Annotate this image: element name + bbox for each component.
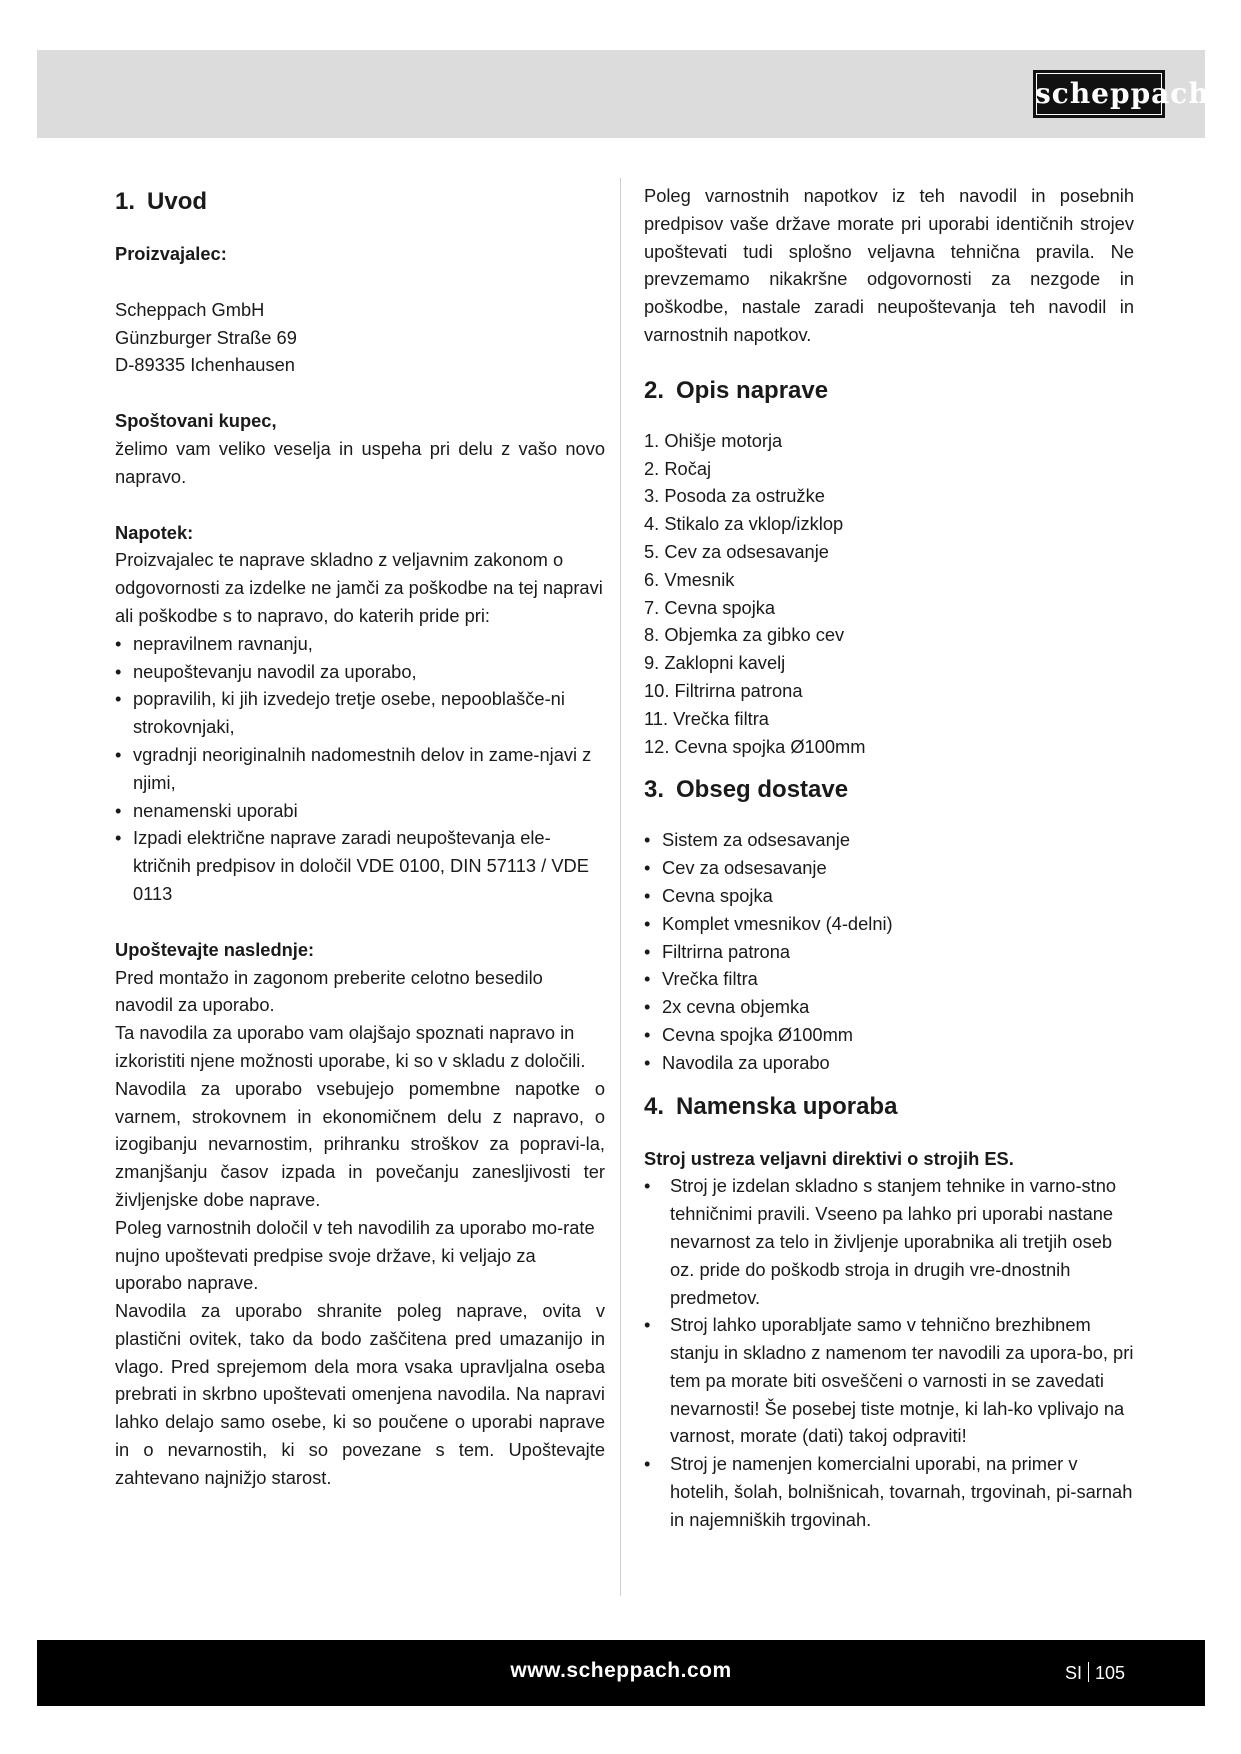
observe-paragraph: Pred montažo in zagonom preberite celotno besedilo navodil za uporabo. [115, 966, 543, 1016]
language-code: SI [1064, 1663, 1082, 1683]
list-item: 7. Cevna spojka [644, 596, 776, 618]
list-item: • Cevna spojka Ø100mm [644, 1021, 1134, 1049]
manufacturer-label: Proizvajalec: [115, 243, 227, 264]
list-item: 3. Posoda za ostružke [644, 485, 825, 507]
list-item: • Stroj je namenjen komercialni uporabi, na primer v hotelih, šolah, bolnišnicah, tovarnah, trgovinah, pi-sarnah in najemniških trgovinah. [644, 1450, 1134, 1533]
page-number-value: 105 [1094, 1663, 1125, 1683]
list-item: 10. Filtrirna patrona [644, 679, 803, 701]
list-item: 12. Cevna spojka Ø100mm [644, 735, 866, 757]
list-item: • popravilih, ki jih izvedejo tretje osebe, nepooblašče-ni strokovnjaki, [115, 685, 605, 741]
column-divider [620, 178, 621, 1596]
list-item: 1. Ohišje motorja [644, 429, 783, 451]
note-text: Proizvajalec te naprave skladno z veljavnim zakonom o odgovornosti za izdelke ne jamči za poškodbe na tej napravi ali poškodbe s to napravo, do katerih pride pri: [115, 549, 603, 626]
list-item: • Navodila za uporabo [644, 1049, 1134, 1077]
right-column [644, 182, 1134, 1534]
note-label: Napotek: [115, 521, 194, 543]
list-item: 2. Ročaj [644, 457, 712, 479]
list-item: • Vrečka filtra [644, 965, 1134, 993]
list-item: • 2x cevna objemka [644, 993, 1134, 1021]
list-item: 4. Stikalo za vklop/izklop [644, 513, 844, 535]
list-item: 11. Vrečka filtra [644, 707, 769, 729]
list-item: • Stroj je izdelan skladno s stanjem tehnike in varno-stno tehničnimi pravili. Vseeno pa lahko pri uporabi nastane nevarnost za telo in življenje uporabnika ali tretjih oseb oz. pride do poškodb stroja in drugih vre-dnostnih predmetov. [644, 1172, 1134, 1311]
delivery-list [644, 826, 1134, 1076]
list-item: • nenamenski uporabi [115, 797, 605, 825]
address-line-3: D-89335 Ichenhausen [115, 354, 295, 376]
footer-website-link[interactable]: www.scheppach.com [510, 1659, 732, 1682]
list-item: • Cevna spojka [644, 882, 1134, 910]
footer-band [37, 1640, 1205, 1706]
section-heading-delivery: 3. Obseg dostave [644, 776, 849, 804]
list-item: • Sistem za odsesavanje [644, 826, 1134, 854]
parts-list [644, 427, 1134, 761]
list-item: 6. Vmesnik [644, 568, 735, 590]
page-number [1065, 1640, 1125, 1706]
scheppach-logo: scheppach [1033, 70, 1165, 118]
list-item: • Stroj lahko uporabljate samo v tehnično brezhibnem stanju in skladno z namenom ter navodili za upora-bo, pri tem pa morate biti osveščeni o varnosti in se zavedati nevarnosti! Še posebej tiste motnje, ki lah-ko vplivajo na varnost, morate (dati) takoj odpraviti! [644, 1311, 1134, 1450]
note-list [115, 630, 605, 908]
section-heading-intro: 1. Uvod [115, 188, 208, 215]
list-item: • Cev za odsesavanje [644, 854, 1134, 882]
address-line-1: Scheppach GmbH [115, 298, 265, 320]
observe-paragraph: Ta navodila za uporabo vam olajšajo spoznati napravo in izkoristiti njene možnosti uporabe, ki so v skladu z določili. [115, 1022, 586, 1071]
list-item: • Izpadi električne naprave zaradi neupoštevanja ele-ktričnih predpisov in določil VDE 0100, DIN 57113 / VDE 0113 [115, 824, 605, 907]
list-item: • Filtrirna patrona [644, 938, 1134, 966]
list-item: • Komplet vmesnikov (4-delni) [644, 910, 1134, 938]
section-heading-intended-use: 4. Namenska uporaba [644, 1092, 898, 1120]
page-separator [1088, 1662, 1089, 1682]
list-item: 9. Zaklopni kavelj [644, 652, 786, 674]
list-item: 5. Cev za odsesavanje [644, 540, 829, 562]
customer-label: Spoštovani kupec, [115, 410, 277, 432]
observe-paragraph: Navodila za uporabo shranite poleg naprave, ovita v plastični ovitek, tako da bodo zaščitena pred umazanijo in vlago. Pred sprejemom dela mora vsaka upravljalna oseba prebrati in skrbno upoštevati omenjena navodila. Na napravi lahko delajo samo osebe, ki so poučene o uporabi naprave in o nevarnostih, ki so povezane s tem. Upoštevajte zahtevano najnižjo starost. [115, 1300, 605, 1488]
observe-paragraph: Poleg varnostnih določil v teh navodilih za uporabo mo-rate nujno upoštevati predpise svoje države, ki veljajo za uporabo naprave. [115, 1216, 595, 1294]
left-column [115, 182, 605, 1492]
list-item: • vgradnji neoriginalnih nadomestnih delov in zame-njavi z njimi, [115, 741, 605, 797]
address-line-2: Günzburger Straße 69 [115, 326, 297, 348]
observe-paragraph: Navodila za uporabo vsebujejo pomembne napotke o varnem, strokovnem in ekonomičnem delu z napravo, o izogibanju nevarnostim, prihranku stroškov za popravi-la, zmanjšanju časov izpada in povečanju zanesljivosti ter življenjske dobe naprave. [115, 1077, 605, 1210]
customer-text: želimo vam veliko veselja in uspeha pri delu z vašo novo napravo. [115, 437, 605, 487]
list-item: • neupoštevanju navodil za uporabo, [115, 658, 605, 686]
observe-label: Upoštevajte naslednje: [115, 938, 315, 960]
intended-use-lead: Stroj ustreza veljavni direktivi o strojih ES. [644, 1147, 1014, 1169]
section-heading-description: 2. Opis naprave [644, 376, 829, 404]
safety-text: Poleg varnostnih napotkov iz teh navodil in posebnih predpisov vaše države morate pri uporabi identičnih strojev upoštevati tudi splošno veljavna tehnična pravila. Ne prevzemamo nikakršne odgovornosti za nezgode in poškodbe, nastale zaradi neupoštevanja teh navodil in varnostnih napotkov. [644, 185, 1134, 345]
header-band [37, 50, 1210, 138]
list-item: 8. Objemka za gibko cev [644, 624, 845, 646]
list-item: • nepravilnem ravnanju, [115, 630, 605, 658]
intended-use-list [644, 1172, 1134, 1533]
